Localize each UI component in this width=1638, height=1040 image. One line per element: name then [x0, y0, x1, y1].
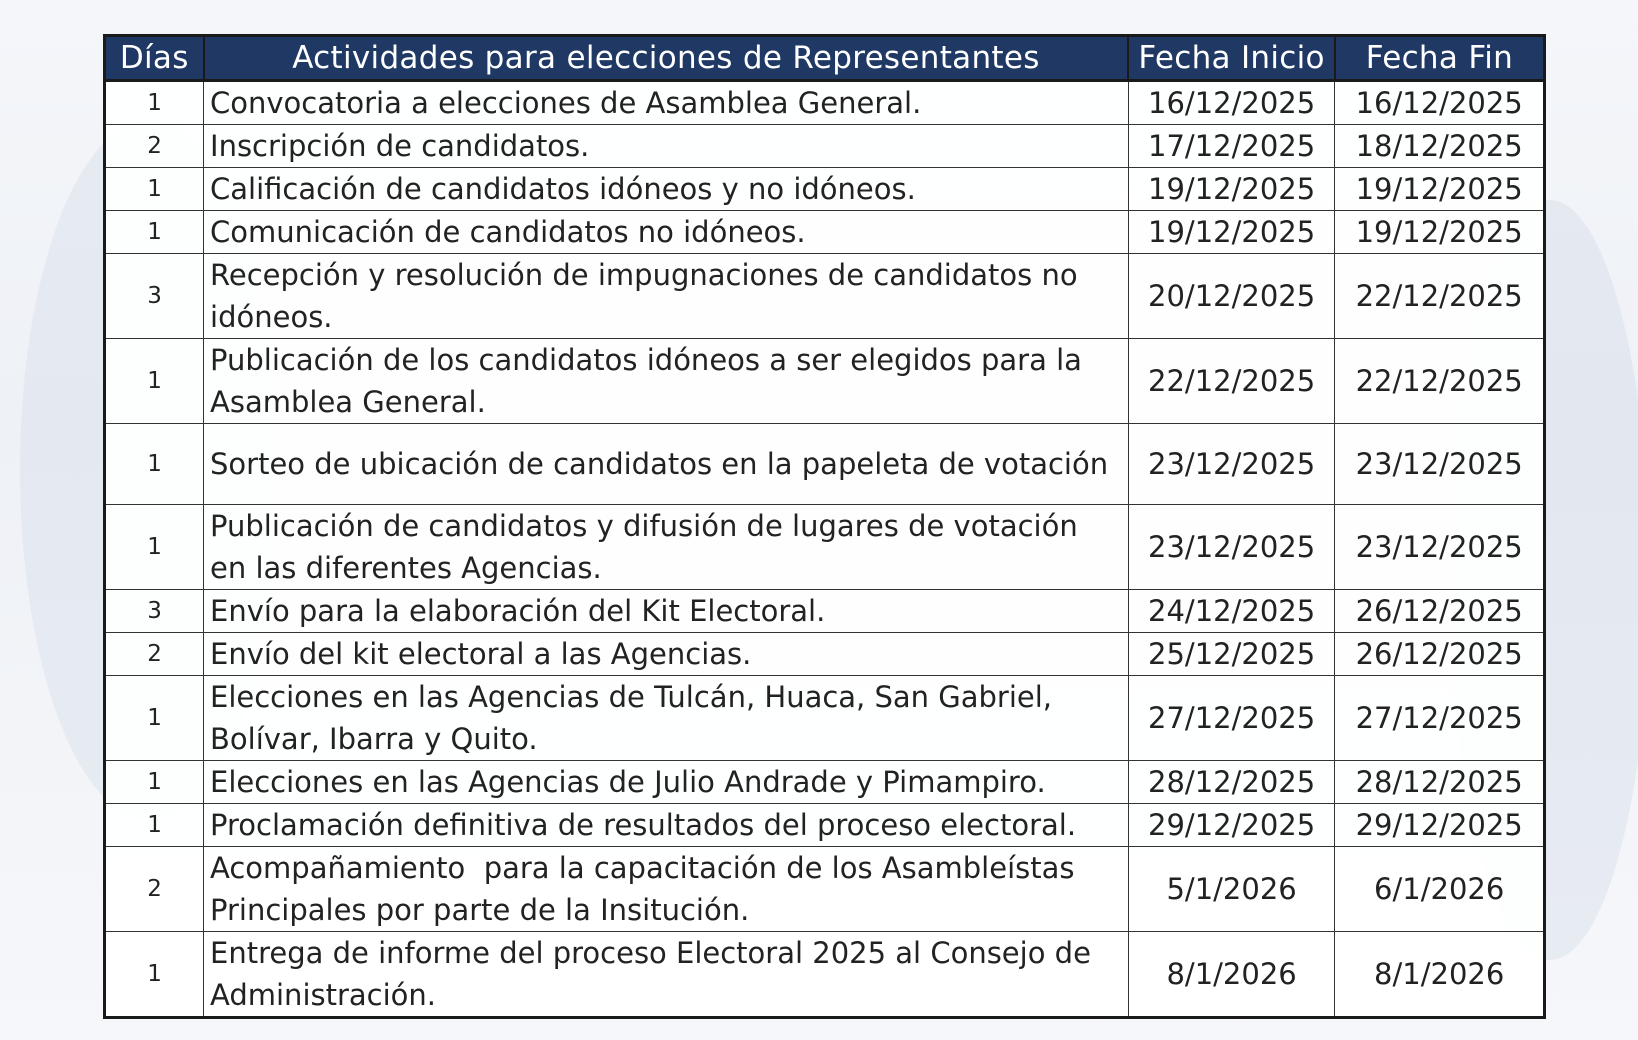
- header-fecha-inicio: Fecha Inicio: [1128, 36, 1334, 81]
- cell-fecha-inicio: 23/12/2025: [1128, 505, 1334, 590]
- table-row: [105, 168, 1545, 211]
- cell-dias: 1: [105, 932, 204, 1018]
- cell-actividad: Comunicación de candidatos no idóneos.: [204, 211, 1129, 254]
- cell-dias: 2: [105, 125, 204, 168]
- table-row: [105, 505, 1545, 590]
- cell-fecha-inicio: 28/12/2025: [1128, 761, 1334, 804]
- cell-dias: 1: [105, 81, 204, 125]
- cell-dias: 1: [105, 761, 204, 804]
- cell-fecha-inicio: 8/1/2026: [1128, 932, 1334, 1018]
- cell-dias: 3: [105, 590, 204, 633]
- cell-fecha-inicio: 27/12/2025: [1128, 676, 1334, 761]
- table-row: [105, 847, 1545, 932]
- table-row: [105, 932, 1545, 1018]
- header-actividades: Actividades para elecciones de Representantes: [204, 36, 1129, 81]
- cell-fecha-fin: 29/12/2025: [1335, 804, 1545, 847]
- cell-fecha-fin: 22/12/2025: [1335, 339, 1545, 424]
- cell-fecha-inicio: 22/12/2025: [1128, 339, 1334, 424]
- table-row: [105, 804, 1545, 847]
- cell-fecha-fin: 22/12/2025: [1335, 254, 1545, 339]
- cell-dias: 1: [105, 211, 204, 254]
- table-row: [105, 676, 1545, 761]
- cell-fecha-fin: 23/12/2025: [1335, 505, 1545, 590]
- cell-fecha-fin: 27/12/2025: [1335, 676, 1545, 761]
- cell-fecha-inicio: 19/12/2025: [1128, 211, 1334, 254]
- cell-fecha-inicio: 20/12/2025: [1128, 254, 1334, 339]
- cell-actividad: Entrega de informe del proceso Electoral 2025 al Consejo de Administración.: [204, 932, 1129, 1018]
- table-row: [105, 211, 1545, 254]
- cell-fecha-fin: 8/1/2026: [1335, 932, 1545, 1018]
- table-row: [105, 424, 1545, 505]
- cell-fecha-inicio: 16/12/2025: [1128, 81, 1334, 125]
- header-fecha-fin: Fecha Fin: [1335, 36, 1545, 81]
- election-schedule-table: [103, 34, 1546, 1019]
- table-row: [105, 633, 1545, 676]
- table-row: [105, 590, 1545, 633]
- cell-fecha-inicio: 17/12/2025: [1128, 125, 1334, 168]
- cell-fecha-fin: 19/12/2025: [1335, 211, 1545, 254]
- cell-fecha-fin: 6/1/2026: [1335, 847, 1545, 932]
- cell-dias: 2: [105, 633, 204, 676]
- table-header-row: [105, 36, 1545, 81]
- cell-fecha-fin: 16/12/2025: [1335, 81, 1545, 125]
- table-row: [105, 81, 1545, 125]
- cell-dias: 1: [105, 168, 204, 211]
- cell-actividad: Convocatoria a elecciones de Asamblea General.: [204, 81, 1129, 125]
- cell-actividad: Envío para la elaboración del Kit Electoral.: [204, 590, 1129, 633]
- cell-actividad: Calificación de candidatos idóneos y no idóneos.: [204, 168, 1129, 211]
- cell-dias: 1: [105, 804, 204, 847]
- cell-dias: 1: [105, 339, 204, 424]
- table-row: [105, 339, 1545, 424]
- cell-fecha-fin: 26/12/2025: [1335, 633, 1545, 676]
- cell-actividad: Envío del kit electoral a las Agencias.: [204, 633, 1129, 676]
- cell-actividad: Proclamación definitiva de resultados del proceso electoral.: [204, 804, 1129, 847]
- cell-fecha-inicio: 23/12/2025: [1128, 424, 1334, 505]
- cell-dias: 1: [105, 424, 204, 505]
- header-dias: Días: [105, 36, 204, 81]
- cell-actividad: Acompañamiento para la capacitación de los Asambleístas Principales por parte de la Insitución.: [204, 847, 1129, 932]
- cell-fecha-fin: 19/12/2025: [1335, 168, 1545, 211]
- cell-actividad: Publicación de candidatos y difusión de lugares de votación en las diferentes Agencias.: [204, 505, 1129, 590]
- cell-dias: 2: [105, 847, 204, 932]
- cell-actividad: Recepción y resolución de impugnaciones de candidatos no idóneos.: [204, 254, 1129, 339]
- cell-fecha-fin: 26/12/2025: [1335, 590, 1545, 633]
- cell-fecha-inicio: 19/12/2025: [1128, 168, 1334, 211]
- cell-actividad: Sorteo de ubicación de candidatos en la papeleta de votación: [204, 424, 1129, 505]
- cell-actividad: Inscripción de candidatos.: [204, 125, 1129, 168]
- table-row: [105, 761, 1545, 804]
- cell-fecha-inicio: 25/12/2025: [1128, 633, 1334, 676]
- cell-fecha-fin: 18/12/2025: [1335, 125, 1545, 168]
- cell-fecha-inicio: 29/12/2025: [1128, 804, 1334, 847]
- table-row: [105, 125, 1545, 168]
- cell-dias: 3: [105, 254, 204, 339]
- cell-dias: 1: [105, 676, 204, 761]
- table-row: [105, 254, 1545, 339]
- cell-actividad: Elecciones en las Agencias de Tulcán, Huaca, San Gabriel, Bolívar, Ibarra y Quito.: [204, 676, 1129, 761]
- cell-actividad: Elecciones en las Agencias de Julio Andrade y Pimampiro.: [204, 761, 1129, 804]
- cell-fecha-fin: 28/12/2025: [1335, 761, 1545, 804]
- cell-dias: 1: [105, 505, 204, 590]
- cell-fecha-fin: 23/12/2025: [1335, 424, 1545, 505]
- cell-fecha-inicio: 5/1/2026: [1128, 847, 1334, 932]
- cell-actividad: Publicación de los candidatos idóneos a ser elegidos para la Asamblea General.: [204, 339, 1129, 424]
- cell-fecha-inicio: 24/12/2025: [1128, 590, 1334, 633]
